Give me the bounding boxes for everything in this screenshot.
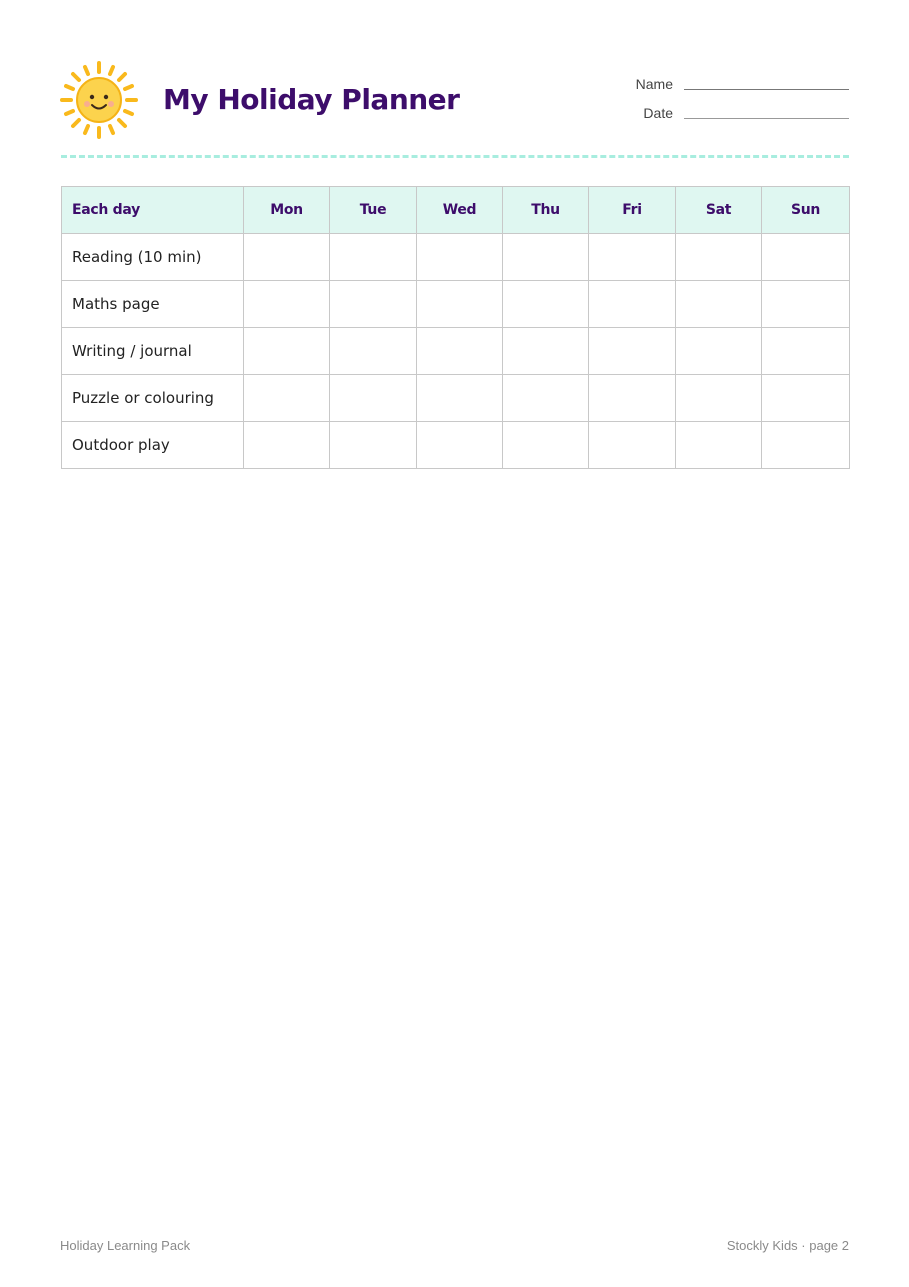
check-cell[interactable] — [244, 375, 330, 422]
day-header-tue: Tue — [330, 187, 417, 234]
check-cell[interactable] — [676, 234, 762, 281]
planner-table — [61, 186, 850, 469]
table-row — [62, 328, 850, 375]
sun-icon — [59, 60, 139, 140]
check-cell[interactable] — [503, 328, 589, 375]
check-cell[interactable] — [417, 234, 503, 281]
task-label: Writing / journal — [62, 328, 244, 375]
footer-page-number: Stockly Kids · page 2 — [726, 1238, 849, 1253]
check-cell[interactable] — [762, 422, 850, 469]
name-field[interactable] — [684, 89, 849, 90]
check-cell[interactable] — [589, 281, 676, 328]
task-label: Reading (10 min) — [62, 234, 244, 281]
check-cell[interactable] — [244, 328, 330, 375]
table-row — [62, 281, 850, 328]
header-row — [62, 187, 850, 234]
day-header-sat: Sat — [676, 187, 762, 234]
check-cell[interactable] — [244, 281, 330, 328]
dashed-divider — [61, 155, 849, 158]
check-cell[interactable] — [244, 234, 330, 281]
table-row — [62, 234, 850, 281]
check-cell[interactable] — [330, 281, 417, 328]
check-cell[interactable] — [330, 375, 417, 422]
check-cell[interactable] — [503, 234, 589, 281]
check-cell[interactable] — [503, 281, 589, 328]
name-field-row — [610, 74, 850, 103]
name-date-fields — [610, 74, 850, 132]
check-cell[interactable] — [762, 234, 850, 281]
check-cell[interactable] — [244, 422, 330, 469]
page-title: My Holiday Planner — [163, 83, 460, 116]
check-cell[interactable] — [676, 422, 762, 469]
name-label: Name — [635, 76, 673, 92]
check-cell[interactable] — [589, 422, 676, 469]
check-cell[interactable] — [676, 375, 762, 422]
check-cell[interactable] — [762, 328, 850, 375]
day-header-sun: Sun — [762, 187, 850, 234]
check-cell[interactable] — [330, 234, 417, 281]
check-cell[interactable] — [589, 328, 676, 375]
check-cell[interactable] — [589, 375, 676, 422]
date-field-row — [610, 103, 850, 132]
corner-header: Each day — [62, 187, 244, 234]
check-cell[interactable] — [417, 422, 503, 469]
day-header-fri: Fri — [589, 187, 676, 234]
date-field[interactable] — [684, 118, 849, 119]
check-cell[interactable] — [417, 375, 503, 422]
check-cell[interactable] — [676, 328, 762, 375]
check-cell[interactable] — [417, 281, 503, 328]
check-cell[interactable] — [762, 281, 850, 328]
task-label: Outdoor play — [62, 422, 244, 469]
check-cell[interactable] — [676, 281, 762, 328]
check-cell[interactable] — [503, 375, 589, 422]
day-header-mon: Mon — [244, 187, 330, 234]
check-cell[interactable] — [330, 328, 417, 375]
date-label: Date — [643, 105, 673, 121]
check-cell[interactable] — [417, 328, 503, 375]
footer-pack-name: Holiday Learning Pack — [60, 1238, 191, 1253]
table-row — [62, 375, 850, 422]
task-label: Maths page — [62, 281, 244, 328]
day-header-thu: Thu — [503, 187, 589, 234]
check-cell[interactable] — [762, 375, 850, 422]
day-header-wed: Wed — [417, 187, 503, 234]
check-cell[interactable] — [589, 234, 676, 281]
check-cell[interactable] — [330, 422, 417, 469]
table-row — [62, 422, 850, 469]
task-label: Puzzle or colouring — [62, 375, 244, 422]
check-cell[interactable] — [503, 422, 589, 469]
